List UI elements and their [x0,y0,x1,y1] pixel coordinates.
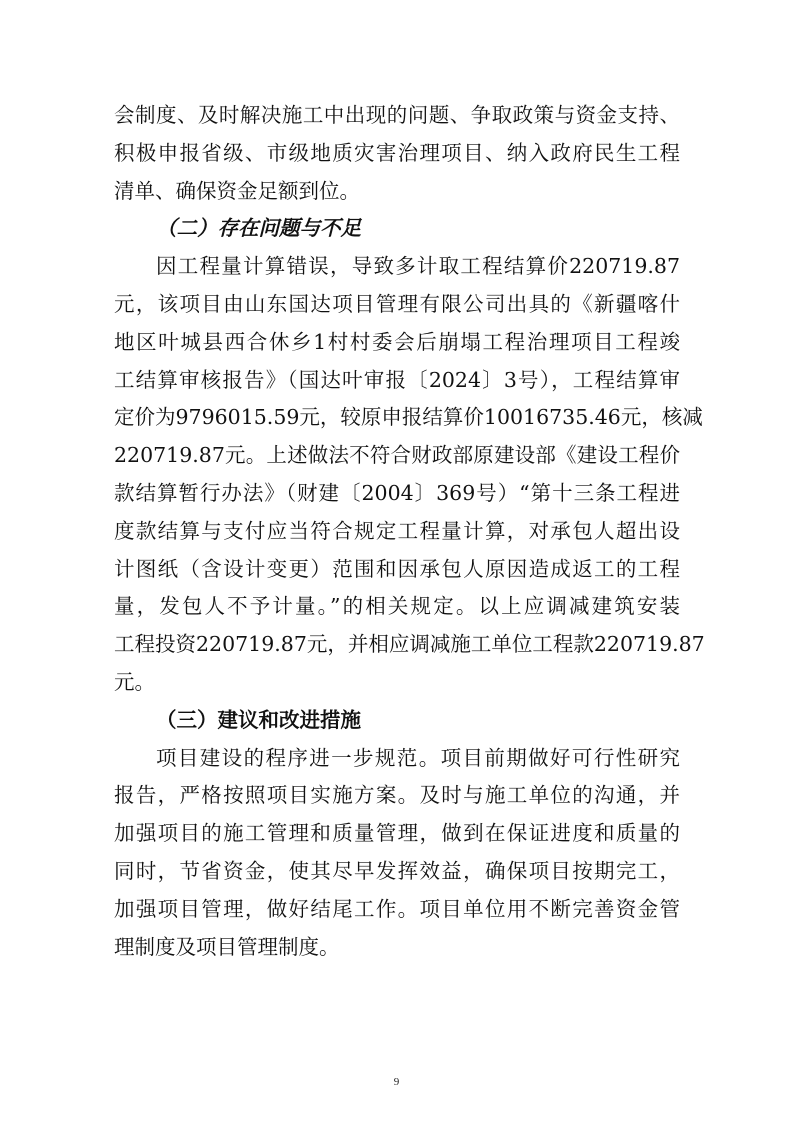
text-line: 清单、确保资金足额到位。 [114,178,360,203]
text-line: 量，发包人不予计量。”的相关规定。以上应调减建筑安装 [114,594,680,619]
text-line: 项目建设的程序进一步规范。项目前期做好可行性研究 [156,745,680,770]
text-line: 度款结算与支付应当符合规定工程量计算，对承包人超出设 [114,518,680,543]
text-line: 会制度、及时解决施工中出现的问题、争取政策与资金支持、 [114,103,680,127]
text-line: 工结算审核报告》（国达叶审报〔2024〕3号），工程结算审 [114,367,680,392]
section-heading-suggestions: （三）建议和改进措施 [156,707,361,732]
paragraph-suggestions [114,740,680,967]
document-body [114,97,705,966]
text-line: 积极申报省级、市级地质灾害治理项目、纳入政府民生工程 [114,140,680,165]
text-line: 地区叶城县西合休乡1村村委会后崩塌工程治理项目工程竣 [114,329,680,354]
text-line: 因工程量计算错误，导致多计取工程结算价220719.87 [156,254,680,279]
text-line: 同时，节省资金，使其尽早发挥效益，确保项目按期完工， [114,858,680,883]
text-line: 220719.87元。上述做法不符合财政部原建设部《建设工程价 [114,443,680,468]
page-number: 9 [393,1076,400,1088]
paragraph-continuation [114,97,680,210]
text-line: 理制度及项目管理制度。 [114,934,340,959]
text-line: 定价为9796015.59元，较原申报结算价10016735.46元，核减 [114,405,703,430]
text-line: 元，该项目由山东国达项目管理有限公司出具的《新疆喀什 [114,291,680,316]
section-heading-problems: （二）存在问题与不足 [156,216,361,241]
paragraph-problems [114,248,705,702]
text-line: 计图纸（含设计变更）范围和因承包人原因造成返工的工程 [114,556,680,581]
text-line: 报告，严格按照项目实施方案。及时与施工单位的沟通，并 [114,783,680,808]
text-line: 工程投资220719.87元，并相应调减施工单位工程款220719.87 [114,632,705,657]
text-line: 款结算暂行办法》（财建〔2004〕369号）“第十三条工程进 [114,480,680,505]
text-line: 元。 [114,669,155,694]
text-line: 加强项目的施工管理和质量管理，做到在保证进度和质量的 [114,821,680,846]
text-line: 加强项目管理，做好结尾工作。项目单位用不断完善资金管 [114,896,680,921]
